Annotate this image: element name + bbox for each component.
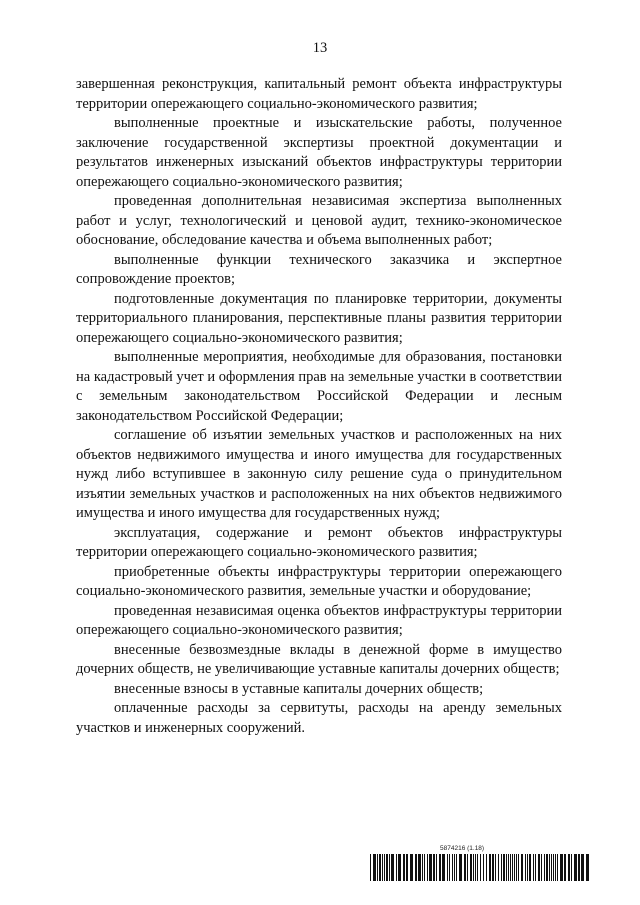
barcode-bar xyxy=(377,854,378,881)
barcode-bar xyxy=(568,854,570,881)
barcode-bar xyxy=(538,854,540,881)
barcode-bar xyxy=(442,854,445,881)
barcode-bar xyxy=(422,854,423,881)
barcode-bar xyxy=(544,854,545,881)
barcode-bar xyxy=(549,854,550,881)
barcode-bar xyxy=(396,854,397,881)
barcode-bar xyxy=(406,854,408,881)
barcode-bar xyxy=(551,854,552,881)
barcode-bar xyxy=(464,854,466,881)
barcode-bar xyxy=(529,854,531,881)
barcode-bar xyxy=(418,854,421,881)
barcode-bar xyxy=(433,854,435,881)
barcode-bar xyxy=(557,854,558,881)
barcode-bar xyxy=(506,854,507,881)
barcode-bar xyxy=(449,854,450,881)
paragraph: эксплуатация, содержание и ремонт объектов инфраструктуры территории опережающего социально-экономического развития; xyxy=(76,524,562,560)
barcode-bar xyxy=(495,854,496,881)
barcode-bar xyxy=(386,854,388,881)
barcode-bar xyxy=(527,854,528,881)
barcode-bar xyxy=(518,854,519,881)
barcode-bar xyxy=(510,854,511,881)
barcode-bar xyxy=(429,854,432,881)
paragraph: проведенная дополнительная независимая экспертиза выполненных работ и услуг, технологический и ценовой аудит, технико-экономическое обоснование, обследование качества и объема выполненных работ; xyxy=(76,193,562,248)
barcode-bar xyxy=(512,854,513,881)
barcode-bar xyxy=(514,854,515,881)
barcode-bar xyxy=(379,854,381,881)
barcode-bar xyxy=(516,854,517,881)
barcode-bar xyxy=(467,854,468,881)
paragraph: приобретенные объекты инфраструктуры территории опережающего социально-экономического развития, земельные участки и оборудование; xyxy=(76,563,562,599)
paragraph: внесенные безвозмездные вклады в денежной форме в имущество дочерних обществ, не увеличивающие уставные капиталы дочерних обществ; xyxy=(76,641,562,677)
barcode-bar xyxy=(586,854,589,881)
barcode-bar xyxy=(555,854,556,881)
barcode-bar xyxy=(470,854,472,881)
paragraph: выполненные проектные и изыскательские работы, полученное заключение государственной экспертизы проектной документации и результатов инженерных изысканий объектов инфраструктуры территории опережающего социально-экономического развития; xyxy=(76,115,562,190)
barcode-bar xyxy=(415,854,417,881)
paragraph: выполненные мероприятия, необходимые для образования, постановки на кадастровый учет и оформления прав на земельные участки в соответствии с земельным законодательством Российской Федерации и лесным законодательством Российской Федерации; xyxy=(76,349,562,424)
page-number: 13 xyxy=(312,40,328,56)
barcode-bar xyxy=(410,854,413,881)
barcode-bar xyxy=(370,854,371,881)
barcode-bar xyxy=(480,854,481,881)
barcode-bar xyxy=(459,854,462,881)
barcode-bar xyxy=(498,854,499,881)
barcode-bar xyxy=(535,854,536,881)
barcode-bar xyxy=(436,854,437,881)
barcode-bar xyxy=(456,854,457,881)
barcode-bar xyxy=(403,854,405,881)
barcode-bar xyxy=(398,854,401,881)
document-footer xyxy=(370,845,590,883)
barcode-bar xyxy=(486,854,487,881)
paragraph: оплаченные расходы за сервитуты, расходы на аренду земельных участков и инженерных сооружений. xyxy=(76,700,562,736)
barcode-bar xyxy=(454,854,455,881)
barcode-bar xyxy=(508,854,509,881)
barcode-bar xyxy=(475,854,476,881)
barcode-bar xyxy=(533,854,534,881)
barcode-bar xyxy=(503,854,505,881)
barcode-bar xyxy=(424,854,425,881)
barcode-bar xyxy=(541,854,542,881)
barcode-bar xyxy=(389,854,390,881)
barcode-bar xyxy=(384,854,385,881)
barcode-bar xyxy=(477,854,478,881)
barcode-icon xyxy=(370,854,590,881)
paragraph: соглашение об изъятии земельных участков и расположенных на них объектов недвижимого имущества и иного имущества для государственных нужд либо вступившее в законную силу решение суда о принудительном изъятии земельных участков и расположенных на них объектов недвижимого имущества и иного имущества для государственных нужд; xyxy=(76,427,562,521)
barcode-bar xyxy=(574,854,577,881)
barcode-bar xyxy=(501,854,502,881)
barcode-bar xyxy=(447,854,448,881)
paragraph: внесенные взносы в уставные капиталы дочерних обществ; xyxy=(114,680,484,697)
paragraph: проведенная независимая оценка объектов инфраструктуры территории опережающего социально-экономического развития; xyxy=(76,602,562,638)
barcode-bar xyxy=(581,854,584,881)
barcode-bar xyxy=(382,854,383,881)
paragraph: завершенная реконструкция, капитальный ремонт объекта инфраструктуры территории опережающего социально-экономического развития; xyxy=(76,76,562,112)
barcode-bar xyxy=(473,854,474,881)
barcode-bar xyxy=(560,854,563,881)
barcode-bar xyxy=(427,854,428,881)
barcode-bar xyxy=(525,854,526,881)
barcode-bar xyxy=(521,854,523,881)
barcode-bar xyxy=(492,854,494,881)
barcode-bar xyxy=(546,854,548,881)
paragraph: подготовленные документация по планировке территории, документы территориального планирования, перспективные планы развития территории опережающего социально-экономического развития; xyxy=(76,290,562,346)
barcode-bar xyxy=(483,854,484,881)
paragraph: выполненные функции технического заказчика и экспертное сопровождение проектов; xyxy=(76,251,562,287)
barcode-bar xyxy=(452,854,453,881)
barcode-bar xyxy=(439,854,441,881)
document-body xyxy=(76,75,562,738)
barcode-bar xyxy=(489,854,491,881)
barcode-code: 5874216 (1.18) xyxy=(440,845,485,852)
barcode-bar xyxy=(571,854,572,881)
barcode-bar xyxy=(564,854,566,881)
barcode-bar xyxy=(391,854,394,881)
barcode-bar xyxy=(373,854,376,881)
barcode-bar xyxy=(578,854,580,881)
barcode-bar xyxy=(553,854,554,881)
